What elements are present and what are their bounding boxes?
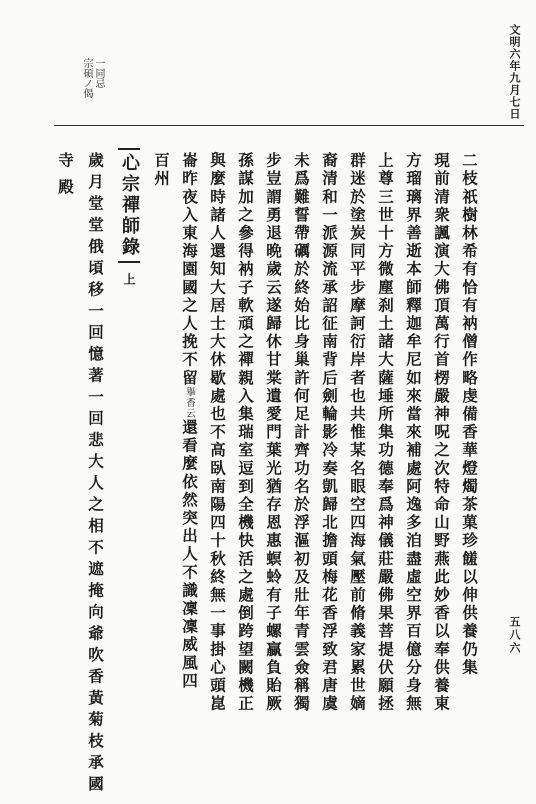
text-column: 二枝祇樹林希有恰有衲僧作略虔備香華燈燭茶菓珍饈以伸供養仍集 — [460, 152, 479, 677]
text-column: 與麼時諸人還知大居士大休歇處也不高臥南陽四十秋終無一事掛心頭崑 — [208, 152, 227, 714]
margin-note: 一同忌 — [93, 58, 104, 88]
header-rule — [54, 125, 524, 126]
text-column: 裔清和一派源流承詔征南背后劍輪影冷奏凱歸北擔頭梅花香浮致君唐虞 — [320, 152, 339, 714]
text-column: 上尊三世十方微塵刹土諸大薩埵所集功德奉爲神儀莊嚴佛果菩提伏願拯 — [376, 152, 395, 714]
book-title: 心宗禪師錄 — [118, 148, 140, 263]
small-annotation: 擧香云 — [184, 387, 195, 419]
text-column: 歲月堂堂俄頃移一回憶著一回悲大人之相不遮掩向爺吹香黃菊枝承國 — [86, 152, 105, 797]
text-column: 孫謀加之參得衲子軟頑之禪親入集瑞室逗到全機快活之處倒跨望闕機正 — [236, 152, 255, 714]
text-column: 方瑠璃界善逝本師釋迦牟尼如來當來補處阿逸多洎盡虛空界百億分身無 — [404, 152, 423, 714]
header-date: 文明六年九月七日 — [508, 24, 521, 120]
text-column: 寺殿 — [56, 152, 75, 205]
margin-note: 宗碩ノ偈 — [81, 58, 92, 98]
text-column: 步豈謂勇退晩歲云遂歸休甘棠遺愛門葉光猶存恩惠螟蛉有子螺贏負貽厥 — [264, 152, 283, 714]
book-title-column — [118, 148, 140, 285]
text-column: 百州 — [152, 152, 171, 189]
text-column: 未爲難誓帶礪於終始比身巢許何足計齊功名於浮漚初及壯年青雲僉稱獨 — [292, 152, 311, 714]
page-number: 五八六 — [508, 616, 521, 655]
text-column: 群迷於塗炭同平步摩訶衍岸者也共惟某名眼空四海氣壓前脩義家累世嫡 — [348, 152, 367, 714]
book-title-suffix: 上 — [122, 273, 136, 285]
text-column: 崙昨夜入東海園國之人挽不留擧香云還看麼依然突出人不識凜凜威風四 — [180, 152, 199, 691]
text-column: 現前清衆諷演大佛頂萬行首楞嚴神呪之次特命山野燕此妙香以奉供養東 — [432, 152, 451, 714]
